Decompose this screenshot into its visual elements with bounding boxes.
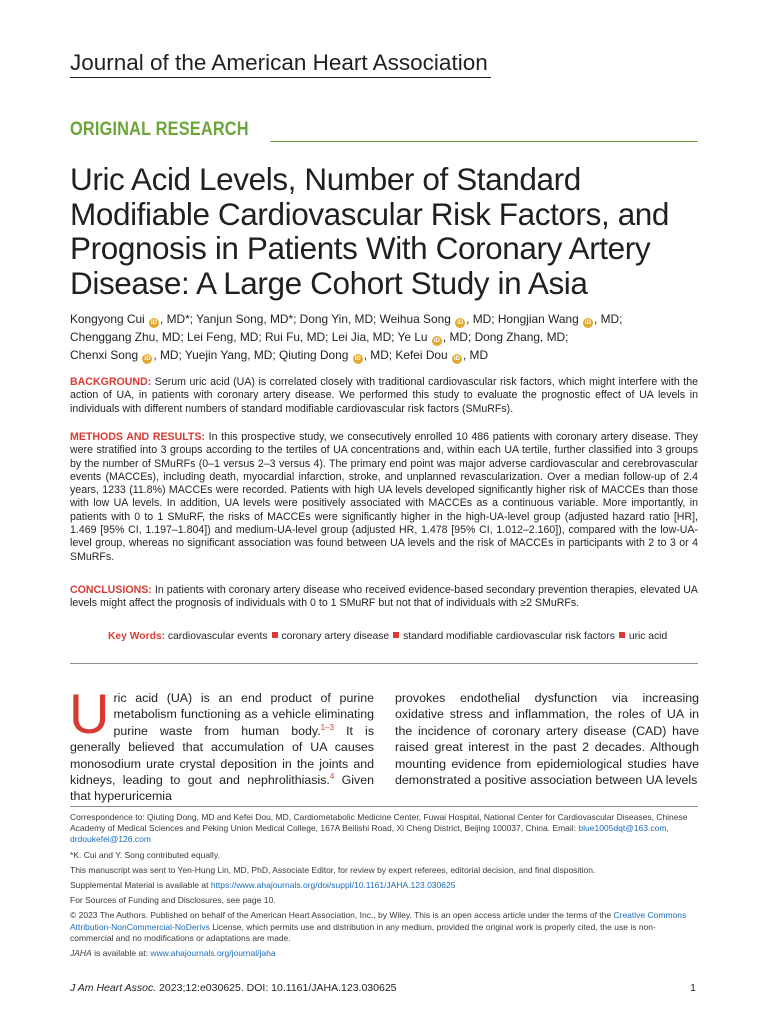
orcid-icon[interactable]: iD bbox=[151, 320, 158, 326]
article-title bbox=[70, 162, 720, 300]
keyword: coronary artery disease bbox=[281, 631, 390, 642]
keyword: uric acid bbox=[628, 631, 668, 642]
section-label: ORIGINAL RESEARCH bbox=[70, 119, 249, 140]
orcid-icon[interactable]: iD bbox=[457, 320, 464, 326]
author-list bbox=[70, 311, 700, 364]
supplemental-note bbox=[70, 880, 698, 891]
abstract-divider bbox=[70, 663, 698, 664]
keyword: standard modifiable cardiovascular risk factors bbox=[403, 631, 615, 642]
journal-link[interactable]: www.ahajournals.org/journal/jaha bbox=[150, 948, 276, 959]
review-note: This manuscript was sent to Yen-Hung Lin, MD, PhD, Associate Editor, for review by expert referees, editorial decision, and final disposition. bbox=[70, 864, 596, 875]
abstract-text: In patients with coronary artery disease who received evidence-based secondary prevention therapies, elevated UA levels might affect the prognosis of individuals with 0 to 1 SMuRF but not that of individuals with ≥2 SMuRFs. bbox=[70, 584, 698, 610]
footnote-text: © 2023 The Authors. Published on behalf of the American Heart Association, Inc., by Wiley. This is an open access article under the terms of the bbox=[70, 910, 614, 921]
journal-url-note bbox=[70, 948, 698, 959]
equal-contribution-note: *K. Cui and Y. Song contributed equally. bbox=[70, 849, 220, 860]
drop-cap: U bbox=[69, 682, 110, 745]
footnote-text: Supplemental Material is available at bbox=[70, 880, 211, 891]
footnote-text: Correspondence to: Qiuting Dong, MD and Kefei Dou, MD, Cardiometabolic Medicine Center, Fuwai Hospital, National Center for Cardiovascular Diseases, Chinese Academy of Medical Sciences and Peking Union Medical College, 167A Beilishi Road, Xi Cheng District, Beijing 100037, China. Email: bbox=[70, 812, 688, 834]
body-text: Given that hyperuricemia bbox=[70, 773, 374, 804]
title-line: Uric Acid Levels, Number of Standard bbox=[70, 161, 581, 197]
section-rule bbox=[270, 141, 698, 142]
license-link[interactable]: Creative Commons Attribution-NonCommercial-NoDerivs bbox=[70, 910, 687, 932]
body-column-right bbox=[395, 690, 699, 788]
funding-note: For Sources of Funding and Disclosures, see page 10. bbox=[70, 895, 276, 906]
journal-underline bbox=[70, 77, 491, 78]
abstract-heading: METHODS AND RESULTS: bbox=[70, 431, 205, 443]
body-text: provokes endothelial dysfunction via increasing oxidative stress and inflammation, the roles of UA in the incidence of coronary artery disease (CAD) have raised great interest in the past 2 decades. Although mounting evidence from epidemiological studies have demonstrated a positive association between UA levels bbox=[395, 691, 699, 788]
abstract-heading: CONCLUSIONS: bbox=[70, 584, 152, 596]
author-name: Chenxi Song bbox=[70, 347, 139, 362]
orcid-icon[interactable]: iD bbox=[453, 355, 460, 362]
page-number: 1 bbox=[690, 982, 696, 994]
running-footer bbox=[70, 982, 397, 994]
journal-name: Journal of the American Heart Association bbox=[70, 50, 488, 75]
body-text: ric acid (UA) is an end product of purine metabolism functioning as a vehicle eliminating purine waste from human body. bbox=[113, 691, 374, 738]
orcid-icon[interactable]: iD bbox=[433, 337, 440, 344]
body-text: It is generally believed that accumulation of UA causes monosodium urate crystal deposition in the joints and kidneys, leading to gout and nephrolithiasis. bbox=[70, 723, 375, 788]
author-name: , MD bbox=[462, 347, 489, 362]
body-column-left bbox=[69, 682, 375, 805]
abstract-background bbox=[70, 376, 698, 416]
square-bullet-icon bbox=[272, 632, 278, 638]
author-name: Kongyong Cui bbox=[70, 312, 145, 326]
email-link[interactable]: blue1005dqt@163.com, drdoukefei@126.com bbox=[70, 823, 669, 845]
orcid-icon[interactable]: iD bbox=[144, 355, 151, 362]
abstract-text: In this prospective study, we consecutively enrolled 10 486 patients with coronary artery disease. They were stratified into 3 groups according to the tertiles of UA concentrations and, within each UA tertile, further classified into 3 groups by the number of SMuRFs (0–1 versus 2–3 versus 4). The primary end point was major adverse cardiovascular and cerebrovascular events (MACCEs), including death, myocardial infarction, stroke, and unplanned revascularization. Over a median follow-up of 2.4 years, 1233 (11.8%) MACCEs were recorded. Patients with high UA levels developed significantly higher risk of MACCEs than those with low UA levels. In addition, UA levels were positively associated with MACCEs as a continuous variable. More importantly, in patients with 0 to 1 SMuRF, the risks of MACCEs were significantly higher in the high-UA-level group (adjusted hazard ratio [HR], 1.469 [95% CI, 1.197–1.804]) and medium-UA-level group (adjusted HR, 1.478 [95% CI, 1.012–2.160]), compared with the low-UA-level group, whereas no significant association was found between UA levels and the risk of MACCEs in participants with 2 to 3 or 4 SMuRFs. bbox=[70, 431, 698, 563]
square-bullet-icon bbox=[619, 632, 625, 638]
keywords bbox=[108, 631, 667, 642]
footnote-divider bbox=[70, 806, 698, 807]
journal-citation: J Am Heart Assoc. bbox=[70, 982, 157, 994]
abstract-heading: BACKGROUND: bbox=[70, 376, 152, 388]
author-name: Chenggang Zhu, MD; Lei Feng, MD; Rui Fu, MD; Lei Jia, MD; Ye Lu bbox=[70, 329, 428, 344]
author-name: , MD; bbox=[594, 312, 623, 326]
author-name: , MD; Hongjian Wang bbox=[466, 312, 579, 326]
copyright-note bbox=[70, 910, 698, 944]
title-line: Disease: A Large Cohort Study in Asia bbox=[70, 264, 588, 301]
keyword: cardiovascular events bbox=[167, 631, 268, 642]
keywords-heading: Key Words: bbox=[108, 631, 166, 642]
title-line: Prognosis in Patients With Coronary Artery bbox=[70, 230, 651, 266]
correspondence-note bbox=[70, 812, 698, 846]
abstract-conclusions bbox=[70, 584, 698, 611]
citation-link[interactable]: 4 bbox=[329, 772, 335, 782]
author-name: , MD; Dong Zhang, MD; bbox=[442, 329, 569, 344]
abstract-methods-results bbox=[70, 431, 698, 564]
footnotes bbox=[70, 812, 698, 963]
footnote-text: License, which permits use and distribution in any medium, provided the original work is properly cited, the use is non-commercial and no modifications or adaptations are made. bbox=[70, 921, 656, 943]
footnote-text: is available at: bbox=[91, 948, 151, 959]
author-name: , MD*; Yanjun Song, MD*; Dong Yin, MD; Weihua Song bbox=[160, 312, 451, 326]
author-name: , MD; Kefei Dou bbox=[363, 347, 448, 362]
citation-link[interactable]: 1–3 bbox=[320, 722, 335, 732]
orcid-icon[interactable]: iD bbox=[354, 355, 361, 362]
author-name: , MD; Yuejin Yang, MD; Qiuting Dong bbox=[153, 347, 349, 362]
doi-text: 2023;12:e030625. DOI: 10.1161/JAHA.123.030625 bbox=[156, 982, 397, 994]
orcid-icon[interactable]: iD bbox=[585, 320, 592, 326]
title-line: Modifiable Cardiovascular Risk Factors, and bbox=[70, 195, 670, 232]
footnote-text: JAHA bbox=[70, 948, 92, 959]
abstract-text: Serum uric acid (UA) is correlated closely with traditional cardiovascular risk factors, which might interfere with the action of UA, in patients with coronary artery disease. We performed this study to evaluate the prognostic effect of UA levels in individuals with different numbers of standard modifiable cardiovascular risk factors (SMuRFs). bbox=[70, 376, 698, 415]
supplemental-link[interactable]: https://www.ahajournals.org/doi/suppl/10.1161/JAHA.123.030625 bbox=[210, 880, 456, 891]
square-bullet-icon bbox=[393, 632, 399, 638]
section-header bbox=[70, 119, 698, 145]
